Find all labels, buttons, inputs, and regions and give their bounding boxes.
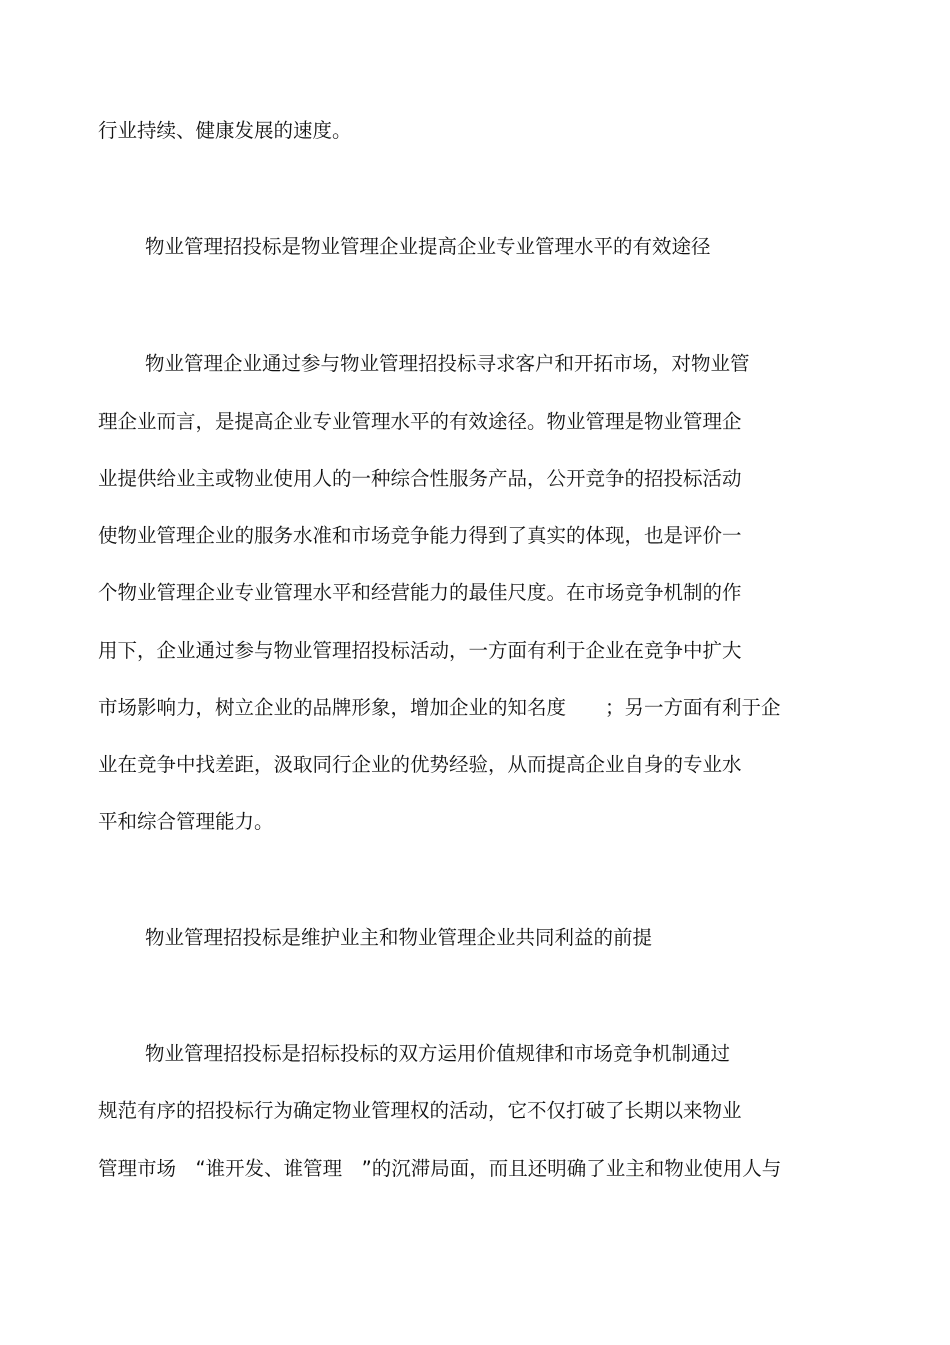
paragraph-line: 物业管理招投标是招标投标的双方运用价值规律和市场竞争机制通过 (145, 1042, 731, 1065)
paragraph-line: 平和综合管理能力。 (98, 810, 274, 833)
paragraph-line: 用下，企业通过参与物业管理招投标活动，一方面有利于企业在竞争中扩大 (98, 639, 742, 662)
section-heading: 物业管理招投标是维护业主和物业管理企业共同利益的前提 (145, 926, 653, 949)
paragraph-line: 业提供给业主或物业使用人的一种综合性服务产品，公开竞争的招投标活动 (98, 467, 742, 490)
section-heading: 物业管理招投标是物业管理企业提高企业专业管理水平的有效途径 (145, 235, 711, 258)
paragraph-line: 个物业管理企业专业管理水平和经营能力的最佳尺度。在市场竞争机制的作 (98, 581, 742, 604)
paragraph-line: 物业管理企业通过参与物业管理招投标寻求客户和开拓市场，对物业管 (145, 352, 750, 375)
paragraph-line: 使物业管理企业的服务水准和市场竞争能力得到了真实的体现，也是评价一 (98, 524, 742, 547)
paragraph-line: 规范有序的招投标行为确定物业管理权的活动，它不仅打破了长期以来物业 (98, 1099, 742, 1122)
paragraph-line: 行业持续、健康发展的速度。 (98, 119, 352, 142)
paragraph-line: 业在竞争中找差距，汲取同行企业的优势经验，从而提高企业自身的专业水 (98, 753, 742, 776)
paragraph-line: 市场影响力，树立企业的品牌形象，增加企业的知名度 ；另一方面有利于企 (98, 696, 781, 719)
paragraph-line: 管理市场 “谁开发、谁管理 ”的沉滞局面，而且还明确了业主和物业使用人与 (98, 1157, 782, 1180)
paragraph-line: 理企业而言，是提高企业专业管理水平的有效途径。物业管理是物业管理企 (98, 410, 742, 433)
